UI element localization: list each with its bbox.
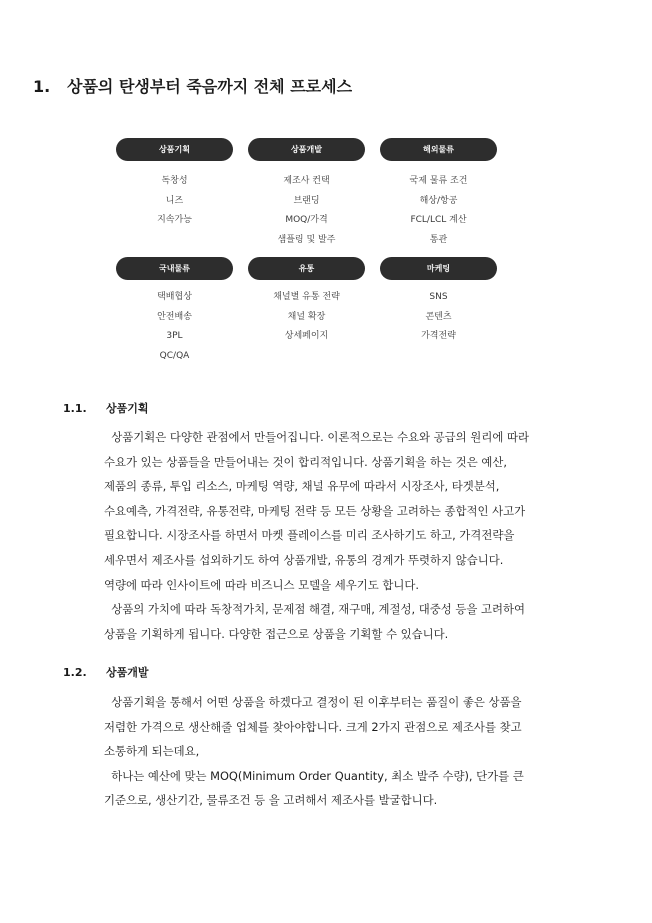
- paragraph-line: 하나는 예산에 맞는 MOQ(Minimum Order Quantity, 최소 발주 수량), 단가를 큰: [104, 768, 524, 783]
- paragraph-line: 필요합니다. 시장조사를 하면서 마켓 플레이스를 미리 조사하기도 하고, 가격전략을: [104, 528, 515, 543]
- section-number: 1.1.: [63, 402, 87, 415]
- stage-items-product-development: [248, 172, 365, 250]
- paragraph-line: 역량에 따라 인사이트에 따라 비즈니스 모델을 세우기도 합니다.: [104, 577, 420, 592]
- stage-item: 브랜딩: [293, 195, 320, 206]
- section-number: 1.2.: [63, 666, 87, 679]
- stage-item: 콘텐츠: [425, 311, 452, 322]
- section-title: 상품기획: [106, 402, 149, 415]
- stage-item: 3PL: [166, 331, 183, 341]
- section-title: 상품개발: [106, 666, 149, 679]
- paragraph-line: 수요가 있는 상품들을 만들어내는 것이 합리적입니다. 상품기획을 하는 것은 예산,: [104, 454, 507, 469]
- stage-item: 니즈: [165, 195, 184, 206]
- stage-item: QC/QA: [159, 350, 190, 361]
- stage-items-product-planning: [116, 172, 233, 231]
- paragraph-line: 세우면서 제조사를 섭외하기도 하여 상품개발, 유통의 경계가 뚜렷하지 않습니다.: [104, 552, 504, 567]
- section-body-product-development: [104, 690, 624, 813]
- stage-pill-domestic-logistics: 국내물류: [116, 257, 233, 280]
- stage-items-overseas-logistics: [380, 172, 497, 250]
- stage-pill-product-development: 상품개발: [248, 138, 365, 161]
- paragraph-line: 소통하게 되는데요,: [104, 744, 200, 759]
- stage-items-domestic-logistics: [116, 288, 233, 366]
- stage-items-distribution: [248, 288, 365, 347]
- paragraph-line: 상품기획을 통해서 어떤 상품을 하겠다고 결정이 된 이후부터는 품질이 좋은 상품을: [104, 695, 522, 709]
- stage-pill-distribution: 유통: [248, 257, 365, 280]
- main-heading-number: 1.: [33, 77, 51, 96]
- stage-pill-marketing: 마케팅: [380, 257, 497, 280]
- stage-item: SNS: [429, 292, 448, 302]
- paragraph-line: 상품의 가치에 따라 독창적가치, 문제점 해결, 재구매, 계절성, 대중성 등을 고려하여: [104, 602, 526, 617]
- process-diagram: [116, 138, 498, 364]
- main-heading-title: 상품의 탄생부터 죽음까지 전체 프로세스: [67, 77, 353, 96]
- stage-item: 독창성: [161, 176, 188, 186]
- stage-item: 제조사 컨택: [283, 176, 330, 186]
- stage-item: 채널 확장: [287, 311, 326, 322]
- stage-item: 택배협상: [157, 292, 192, 302]
- stage-item: 샘플링 및 발주: [277, 234, 336, 245]
- stage-pill-overseas-logistics: 해외물류: [380, 138, 497, 161]
- stage-item: 국제 물류 조건: [409, 176, 468, 186]
- paragraph-line: 제품의 종류, 투입 리소스, 마케팅 역량, 채널 유무에 따라서 시장조사, 타겟분석,: [104, 479, 500, 494]
- paragraph-line: 상품을 기획하게 됩니다. 다양한 접근으로 상품을 기획할 수 있습니다.: [104, 626, 449, 641]
- stage-item: FCL/LCL 계산: [410, 215, 467, 225]
- stage-item: 통관: [429, 234, 448, 245]
- stage-item: 해상/항공: [419, 195, 458, 206]
- paragraph-line: 수요예측, 가격전략, 유통전략, 마케팅 전략 등 모든 상황을 고려하는 종합적인 사고가: [104, 503, 526, 518]
- paragraph-line: 저렴한 가격으로 생산해줄 업체를 찾아야합니다. 크게 2가지 관점으로 제조사를 찾고: [104, 719, 522, 734]
- paragraph-line: 상품기획은 다양한 관점에서 만들어집니다. 이론적으로는 수요와 공급의 원리에 따라: [104, 430, 529, 444]
- stage-item: 채널별 유통 전략: [273, 292, 340, 302]
- main-heading: [33, 74, 352, 97]
- stage-item: 상세페이지: [284, 331, 329, 341]
- stage-item: MOQ/가격: [285, 215, 328, 225]
- stage-item: 안전배송: [157, 311, 192, 322]
- section-heading-product-development: [63, 664, 149, 680]
- stage-item: 지속가능: [157, 215, 192, 225]
- stage-item: 가격전략: [421, 331, 456, 341]
- section-heading-product-planning: [63, 400, 149, 416]
- section-body-product-planning: [104, 425, 624, 646]
- stage-pill-product-planning: 상품기획: [116, 138, 233, 161]
- stage-items-marketing: [380, 288, 497, 347]
- paragraph-line: 기준으로, 생산기간, 물류조건 등 을 고려해서 제조사를 발굴합니다.: [104, 793, 438, 808]
